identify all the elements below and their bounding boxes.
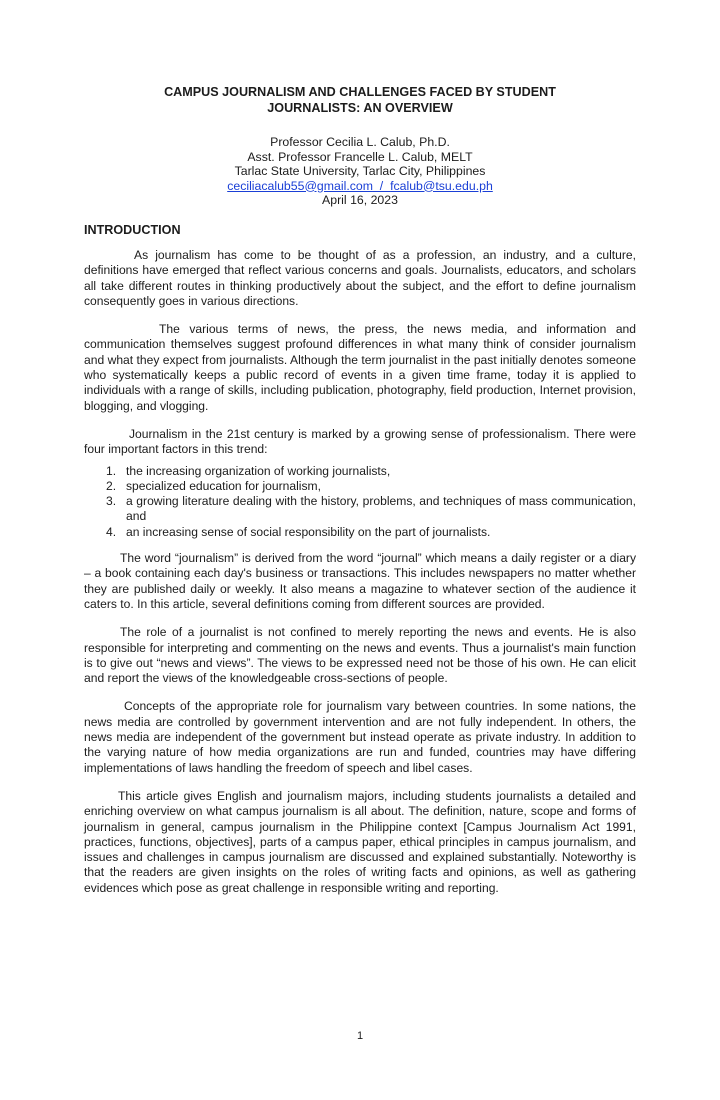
paragraph-5: The role of a journalist is not confined to merely reporting the news and events. He is also responsible for interpreting and commenting on the news and events. Thus a journalist's main function is to give out “news and views”. The views to be expressed need not be those of his own. He can elicit and report the views of the knowledgeable cross-sections of people.: [84, 625, 636, 686]
list-item-text: an increasing sense of social responsibility on the part of journalists.: [126, 524, 491, 539]
paragraph-7: This article gives English and journalism majors, including students journalists a detailed and enriching overview on what campus journalism is all about. The definition, nature, scope and forms of journalism in general, campus journalism in the Philippine context [Campus Journalism Act 1991, practices, functions, objectives], parts of a campus paper, ethical principles in campus journalism, and issues and challenges in campus journalism are discussed and explained substantially. Noteworthy is that the readers are given insights on the roles of writing facts and opinions, as well as gathering evidences which pose as great challenge in responsible writing and reporting.: [84, 788, 636, 895]
paragraph-6: Concepts of the appropriate role for journalism vary between countries. In some nations, the news media are controlled by government intervention and are not fully independent. In others, the news media are independent of the government but instead operate as private industry. In addition to the varying nature of how media organizations are run and funded, countries may have differing implementations of laws handling the freedom of speech and libel cases.: [84, 699, 636, 775]
body-text: [84, 248, 636, 909]
paper-title-line1: CAMPUS JOURNALISM AND CHALLENGES FACED BY STUDENT: [164, 85, 556, 99]
affiliation: Tarlac State University, Tarlac City, Philippines: [234, 164, 486, 178]
publication-date: April 16, 2023: [322, 193, 398, 207]
list-item: [84, 464, 636, 479]
paper-title: [60, 84, 660, 116]
paper-title-line2: JOURNALISTS: AN OVERVIEW: [267, 101, 453, 115]
list-item-number: 4.: [106, 524, 117, 539]
list-item-text: the increasing organization of working journalists,: [126, 463, 391, 478]
author-1: Professor Cecilia L. Calub, Ph.D.: [270, 135, 450, 149]
factors-list: [84, 464, 636, 540]
list-item-number: 2.: [106, 478, 117, 493]
list-item-text: a growing literature dealing with the history, problems, and techniques of mass communication, and: [126, 494, 636, 524]
section-heading-introduction: INTRODUCTION: [84, 223, 181, 237]
author-block: [60, 135, 660, 208]
email-link-1[interactable]: ceciliacalub55@gmail.com: [227, 178, 373, 193]
list-item-text: specialized education for journalism,: [126, 478, 321, 493]
email-line: [60, 179, 660, 194]
page-number: 1: [356, 1030, 364, 1042]
list-item-number: 1.: [106, 463, 117, 478]
author-2: Asst. Professor Francelle L. Calub, MELT: [247, 149, 473, 164]
paragraph-4: The word “journalism” is derived from the word “journal” which means a daily register or a diary – a book containing each day's business or transactions. This includes newspapers no matter whether they are published daily or weekly. It also means a magazine to whatever section of the audience it caters to. In this article, several definitions coming from different sources are provided.: [84, 551, 636, 611]
paragraph-2: The various terms of news, the press, the news media, and information and communication themselves suggest profound differences in what many think of consider journalism and what they expect from journalists. Although the term journalist in the past initially denotes someone who systematically keeps a public record of events in a given time frame, today it is applied to individuals with a range of skills, including publication, photography, field production, Internet provision, blogging, and vlogging.: [84, 322, 636, 413]
list-item: [84, 494, 636, 525]
email-separator: /: [372, 178, 391, 193]
paragraph-3: Journalism in the 21st century is marked by a growing sense of professionalism. There were four important factors in this trend:: [84, 426, 636, 457]
email-link-2[interactable]: fcalub@tsu.edu.ph: [390, 178, 493, 193]
list-item: [84, 479, 636, 494]
list-item-number: 3.: [106, 494, 117, 509]
list-item: [84, 525, 636, 540]
paragraph-1: As journalism has come to be thought of as a profession, an industry, and a culture, definitions have emerged that reflect various concerns and goals. Journalists, educators, and scholars all take different routes in thinking productively about the subject, and the effort to define journalism consequently goes in various directions.: [84, 248, 636, 308]
